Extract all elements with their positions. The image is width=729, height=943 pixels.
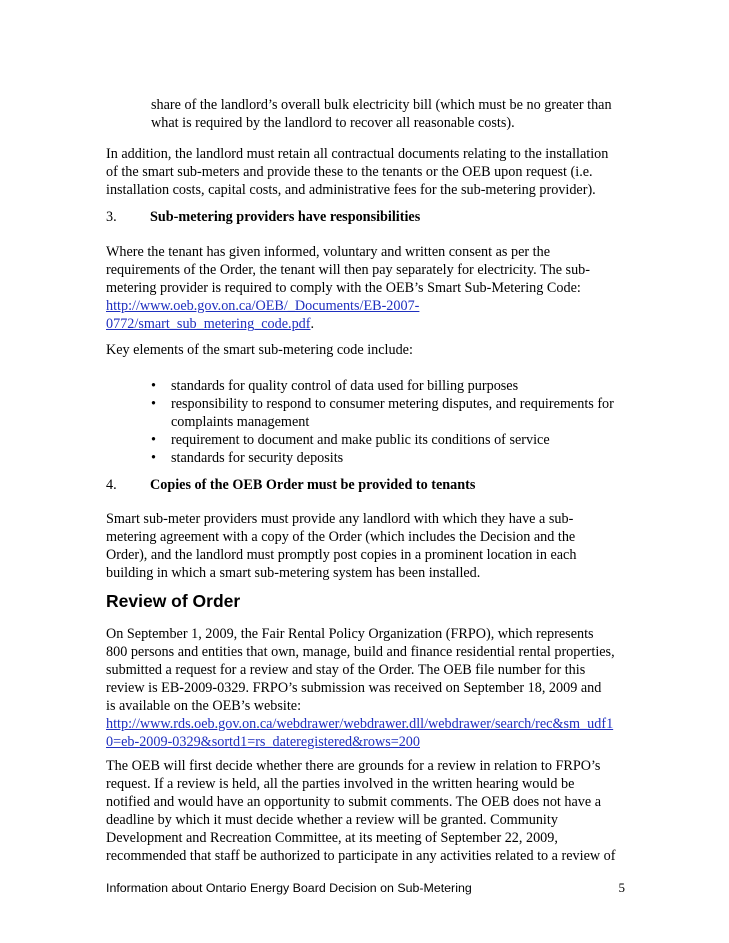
list-item: • responsibility to respond to consumer metering disputes, and requirements for complaints management xyxy=(151,396,614,430)
text-line: Order), and the landlord must promptly post copies in a prominent location in each xyxy=(106,547,577,563)
review-paragraph xyxy=(106,625,636,751)
review-of-order-heading: Review of Order xyxy=(106,591,241,611)
page-number: 5 xyxy=(618,880,625,895)
list-item: • standards for quality control of data used for billing purposes xyxy=(151,378,519,394)
bullet-icon: • xyxy=(151,396,156,412)
text-line: installation costs, capital costs, and administrative fees for the sub-metering provider). xyxy=(106,182,596,198)
text-period: . xyxy=(310,316,315,332)
text-line: what is required by the landlord to recover all reasonable costs). xyxy=(151,115,515,131)
providers-paragraph xyxy=(106,243,626,333)
contracts-paragraph xyxy=(106,145,626,199)
section-title: Copies of the OEB Order must be provided to tenants xyxy=(150,477,476,493)
key-elements-intro: Key elements of the smart sub-metering code include: xyxy=(106,342,413,358)
section-3-heading xyxy=(106,208,420,226)
text-line: Development and Recreation Committee, at its meeting of September 22, 2009, xyxy=(106,830,558,846)
continuation-paragraph xyxy=(151,96,621,132)
section-title: Sub-metering providers have responsibilities xyxy=(150,209,421,225)
text-line: deadline by which it must decide whether a review will be granted. Community xyxy=(106,812,558,828)
frpo-submission-link-cont[interactable]: 0=eb-2009-0329&sortd1=rs_dateregistered&rows=200 xyxy=(106,734,420,750)
section-4-heading xyxy=(106,476,475,494)
text-line: metering agreement with a copy of the Order (which includes the Decision and the xyxy=(106,529,576,545)
text-line: The OEB will first decide whether there are grounds for a review in relation to FRPO’s xyxy=(106,758,601,774)
text-line: On September 1, 2009, the Fair Rental Policy Organization (FRPO), which represents xyxy=(106,626,594,642)
frpo-submission-link[interactable]: http://www.rds.oeb.gov.on.ca/webdrawer/webdrawer.dll/webdrawer/search/rec&sm_udf1 xyxy=(106,716,614,732)
key-elements-list xyxy=(151,377,621,467)
text-line: notified and would have an opportunity to submit comments. The OEB does not have a xyxy=(106,794,602,810)
text-line: building in which a smart sub-metering system has been installed. xyxy=(106,565,481,581)
text-line: Where the tenant has given informed, voluntary and written consent as per the xyxy=(106,244,550,260)
text-line: recommended that staff be authorized to participate in any activities related to a review of xyxy=(106,848,616,864)
bullet-icon: • xyxy=(151,378,156,394)
text-line: Smart sub-meter providers must provide any landlord with which they have a sub- xyxy=(106,511,574,527)
text-line: In addition, the landlord must retain all contractual documents relating to the installation xyxy=(106,146,609,162)
smart-sub-metering-code-link[interactable]: http://www.oeb.gov.on.ca/OEB/_Documents/EB-2007- xyxy=(106,298,420,314)
list-item: • requirement to document and make public its conditions of service xyxy=(151,432,550,448)
decide-paragraph xyxy=(106,757,626,865)
text-line: of the smart sub-meters and provide these to the tenants or the OEB upon request (i.e. xyxy=(106,164,593,180)
bullet-icon: • xyxy=(151,432,156,448)
text-line: submitted a request for a review and stay of the Order. The OEB file number for this xyxy=(106,662,586,678)
text-line: share of the landlord’s overall bulk electricity bill (which must be no greater than xyxy=(151,97,612,113)
smart-sub-metering-code-link-cont[interactable]: 0772/smart_sub_metering_code.pdf xyxy=(106,316,311,332)
text-line: request. If a review is held, all the parties involved in the written hearing would be xyxy=(106,776,575,792)
footer-title: Information about Ontario Energy Board Decision on Sub-Metering xyxy=(106,881,472,895)
text-line: 800 persons and entities that own, manage, build and finance residential rental properties, xyxy=(106,644,615,660)
text-line: requirements of the Order, the tenant will then pay separately for electricity. The sub- xyxy=(106,262,590,278)
section-number: 4. xyxy=(106,477,117,493)
list-item: • standards for security deposits xyxy=(151,450,344,466)
bullet-icon: • xyxy=(151,450,156,466)
text-line: review is EB-2009-0329. FRPO’s submission was received on September 18, 2009 and xyxy=(106,680,602,696)
text-line: metering provider is required to comply with the OEB’s Smart Sub-Metering Code: xyxy=(106,280,581,296)
copies-paragraph xyxy=(106,510,626,582)
text-line: is available on the OEB’s website: xyxy=(106,698,302,714)
section-number: 3. xyxy=(106,209,117,225)
page-footer xyxy=(106,879,625,897)
